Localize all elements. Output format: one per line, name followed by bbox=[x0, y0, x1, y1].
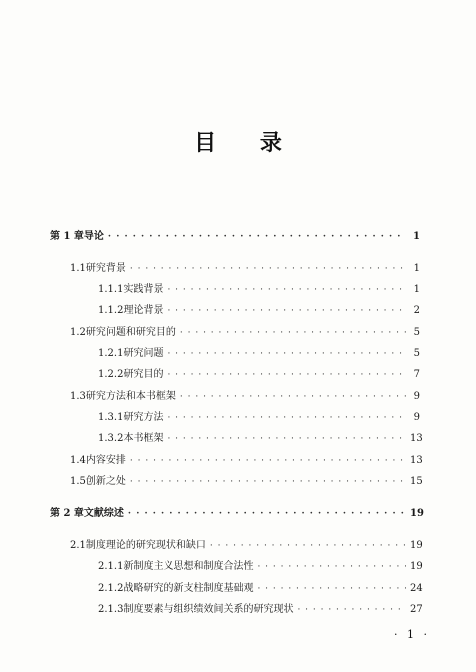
toc-entry-number: 1.4 bbox=[70, 455, 86, 466]
toc-entry-page: 19 bbox=[410, 561, 423, 572]
toc-entry-number: 第 2 章 bbox=[50, 508, 84, 519]
toc-leader-dots bbox=[180, 326, 406, 340]
toc-entry-page: 5 bbox=[413, 327, 420, 338]
toc-entry-page: 15 bbox=[410, 476, 423, 487]
toc-leader-dots bbox=[257, 560, 406, 574]
toc-entry-number: 2.1 bbox=[70, 540, 86, 551]
toc-entry-page: 7 bbox=[413, 369, 420, 380]
toc-entry-subsection[interactable] bbox=[98, 411, 420, 425]
toc-entry-number: 1.3.1 bbox=[98, 412, 124, 423]
toc-entry-number: 1.1.2 bbox=[98, 305, 124, 316]
toc-entry-subsection[interactable] bbox=[98, 283, 420, 297]
toc-entry-label: 战略研究的新支柱制度基础观 bbox=[123, 583, 254, 594]
toc-entry-label: 研究目的 bbox=[123, 369, 164, 380]
toc-leader-dots bbox=[108, 230, 406, 244]
toc-entry-subsection[interactable] bbox=[98, 582, 423, 596]
toc-entry-number: 2.1.3 bbox=[98, 604, 124, 615]
toc-entry-number: 1.2.1 bbox=[98, 348, 124, 359]
toc-entry-number: 第 1 章 bbox=[50, 231, 84, 242]
page-title: 目 录 bbox=[194, 130, 300, 156]
toc-entry-label: 研究方法和本书框架 bbox=[85, 391, 176, 402]
toc-entry-section[interactable] bbox=[70, 326, 420, 340]
toc-entry-number: 2.1.2 bbox=[98, 583, 124, 594]
toc-entry-page: 9 bbox=[413, 391, 420, 402]
toc-entry-number: 1.2.2 bbox=[98, 369, 124, 380]
toc-leader-dots bbox=[130, 262, 406, 276]
toc-entry-label: 制度理论的研究现状和缺口 bbox=[85, 540, 206, 551]
toc-entry-page: 1 bbox=[413, 231, 420, 242]
toc-entry-page: 19 bbox=[410, 508, 424, 519]
toc-entry-page: 1 bbox=[413, 263, 420, 274]
toc-entry-subsection[interactable] bbox=[98, 560, 423, 574]
toc-entry-label: 创新之处 bbox=[85, 476, 126, 487]
toc-entry-section[interactable] bbox=[70, 390, 420, 404]
toc-entry-number: 1.5 bbox=[70, 476, 86, 487]
toc-leader-dots bbox=[167, 368, 406, 382]
toc-entry-subsection[interactable] bbox=[98, 304, 420, 318]
toc-entry-section[interactable] bbox=[70, 475, 423, 489]
toc-leader-dots bbox=[180, 390, 406, 404]
toc-entry-number: 1.3 bbox=[70, 391, 86, 402]
toc-entry-subsection[interactable] bbox=[98, 432, 423, 446]
toc-entry-subsection[interactable] bbox=[98, 368, 420, 382]
toc-entry-page: 19 bbox=[410, 540, 423, 551]
toc-entry-number: 2.1.1 bbox=[98, 561, 124, 572]
toc-entry-label: 理论背景 bbox=[123, 305, 164, 316]
toc-entry-number: 1.2 bbox=[70, 327, 86, 338]
toc-entry-page: 13 bbox=[410, 433, 423, 444]
toc-entry-label: 研究背景 bbox=[85, 263, 126, 274]
toc-leader-dots bbox=[210, 539, 406, 553]
toc-entry-subsection[interactable] bbox=[98, 347, 420, 361]
toc-leader-dots bbox=[167, 283, 406, 297]
toc-entry-chapter[interactable] bbox=[50, 230, 420, 244]
toc-entry-page: 1 bbox=[413, 284, 420, 295]
toc-entry-number: 1.3.2 bbox=[98, 433, 124, 444]
toc-entry-label: 文献综述 bbox=[83, 508, 124, 519]
toc-leader-dots bbox=[297, 603, 406, 617]
toc-entry-page: 9 bbox=[413, 412, 420, 423]
toc-leader-dots bbox=[167, 411, 406, 425]
toc-entry-page: 2 bbox=[413, 305, 420, 316]
toc-entry-section[interactable] bbox=[70, 454, 423, 468]
toc-leader-dots bbox=[167, 304, 406, 318]
toc-entry-page: 5 bbox=[413, 348, 420, 359]
toc-entry-section[interactable] bbox=[70, 262, 420, 276]
toc-leader-dots bbox=[130, 475, 406, 489]
toc-entry-page: 13 bbox=[410, 455, 423, 466]
toc-entry-subsection[interactable] bbox=[98, 603, 423, 617]
toc-entry-label: 内容安排 bbox=[85, 455, 126, 466]
toc-entry-page: 27 bbox=[410, 604, 423, 615]
toc-entry-label: 本书框架 bbox=[123, 433, 164, 444]
toc-entry-label: 导论 bbox=[83, 231, 104, 242]
toc-entry-label: 实践背景 bbox=[123, 284, 164, 295]
toc-entry-label: 制度要素与组织绩效间关系的研究现状 bbox=[123, 604, 294, 615]
toc-entry-label: 新制度主义思想和制度合法性 bbox=[123, 561, 254, 572]
toc-leader-dots bbox=[128, 507, 406, 521]
toc-entry-number: 1.1.1 bbox=[98, 284, 124, 295]
toc-leader-dots bbox=[167, 347, 406, 361]
toc-entry-label: 研究问题和研究目的 bbox=[85, 327, 176, 338]
toc-entry-label: 研究问题 bbox=[123, 348, 164, 359]
toc-entry-chapter[interactable] bbox=[50, 507, 424, 521]
toc-entry-label: 研究方法 bbox=[123, 412, 164, 423]
toc-leader-dots bbox=[257, 582, 406, 596]
toc-entry-section[interactable] bbox=[70, 539, 423, 553]
toc-leader-dots bbox=[130, 454, 406, 468]
toc-entry-page: 24 bbox=[410, 583, 423, 594]
toc-leader-dots bbox=[167, 432, 406, 446]
footer-page-number: · 1 · bbox=[394, 628, 430, 641]
toc-entry-number: 1.1 bbox=[70, 263, 86, 274]
